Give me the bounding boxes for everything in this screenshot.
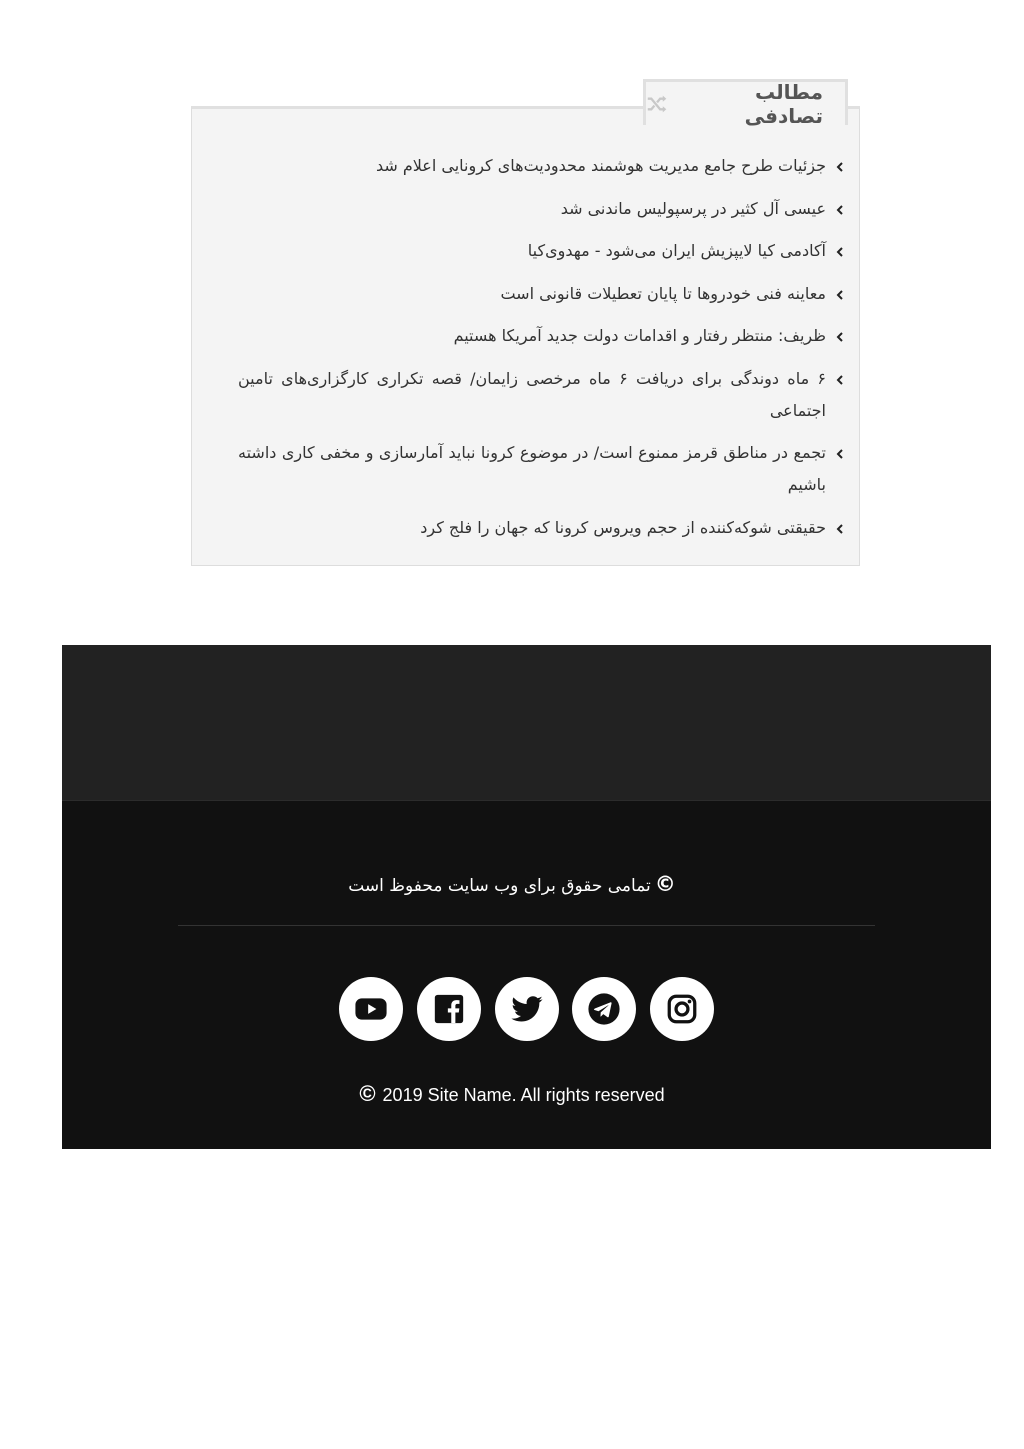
social-links: [339, 977, 714, 1043]
instagram-icon: [665, 992, 699, 1026]
list-item: [238, 437, 844, 501]
chevron-left-icon: [836, 524, 844, 534]
post-link[interactable]: عیسی آل کثیر در پرسپولیس ماندنی شد: [560, 198, 826, 218]
chevron-left-icon: [836, 247, 844, 257]
list-item: [238, 235, 844, 267]
list-item: [238, 278, 844, 310]
random-posts-list: [238, 150, 844, 554]
telegram-icon: [587, 992, 621, 1026]
youtube-icon: [354, 992, 388, 1026]
chevron-left-icon: [836, 449, 844, 459]
copyright-fa-text: تمامی حقوق برای وب سایت محفوظ است: [348, 876, 651, 896]
instagram-button[interactable]: [650, 977, 714, 1041]
facebook-button[interactable]: [417, 977, 481, 1041]
post-link[interactable]: ۶ ماه دوندگی برای دریافت ۶ ماه مرخصی زایمان/ قصه تکراری کارگزاری‌های تامین اجتماعی: [238, 368, 827, 420]
shuffle-icon: [646, 93, 667, 115]
copyright-fa: [0, 872, 1024, 896]
post-link[interactable]: جزئیات طرح جامع مدیریت هوشمند محدودیت‌های کرونایی اعلام شد: [375, 156, 826, 175]
copyright-symbol: ©: [359, 1081, 376, 1106]
chevron-left-icon: [836, 332, 844, 342]
post-link[interactable]: حقیقتی شوکه‌کننده از حجم ویروس کرونا که جهان را فلج کرد: [420, 517, 826, 537]
widget-header: [643, 79, 848, 128]
list-item: [238, 150, 844, 182]
post-link[interactable]: معاینه فنی خودروها تا پایان تعطیلات قانونی است: [500, 283, 826, 303]
list-item: [238, 320, 844, 352]
chevron-left-icon: [836, 205, 844, 215]
copyright-symbol: ©: [654, 872, 676, 896]
facebook-icon: [432, 992, 466, 1026]
list-item: [238, 512, 844, 544]
list-item: [238, 363, 844, 427]
copyright-en: [0, 1081, 1024, 1107]
chevron-left-icon: [836, 162, 844, 172]
copyright-en-text: 2019 Site Name. All rights reserved: [382, 1085, 665, 1105]
post-link[interactable]: ظریف: منتظر رفتار و اقدامات دولت جدید آمریکا هستیم: [453, 326, 826, 345]
chevron-left-icon: [836, 290, 844, 300]
twitter-icon: [510, 992, 544, 1026]
twitter-button[interactable]: [495, 977, 559, 1041]
youtube-button[interactable]: [339, 977, 403, 1041]
post-link[interactable]: تجمع در مناطق قرمز ممنوع است/ در موضوع کرونا نباید آمارسازی و مخفی کاری داشته باشیم: [238, 443, 826, 494]
widget-title: مطالب تصادفی: [744, 79, 823, 128]
footer-widgets-area: [62, 645, 991, 800]
post-link[interactable]: آکادمی کیا لایپزیش ایران می‌شود - مهدوی‌کیا: [527, 241, 826, 260]
list-item: [238, 193, 844, 225]
telegram-button[interactable]: [572, 977, 636, 1041]
footer-divider: [178, 925, 875, 926]
chevron-left-icon: [836, 375, 844, 385]
